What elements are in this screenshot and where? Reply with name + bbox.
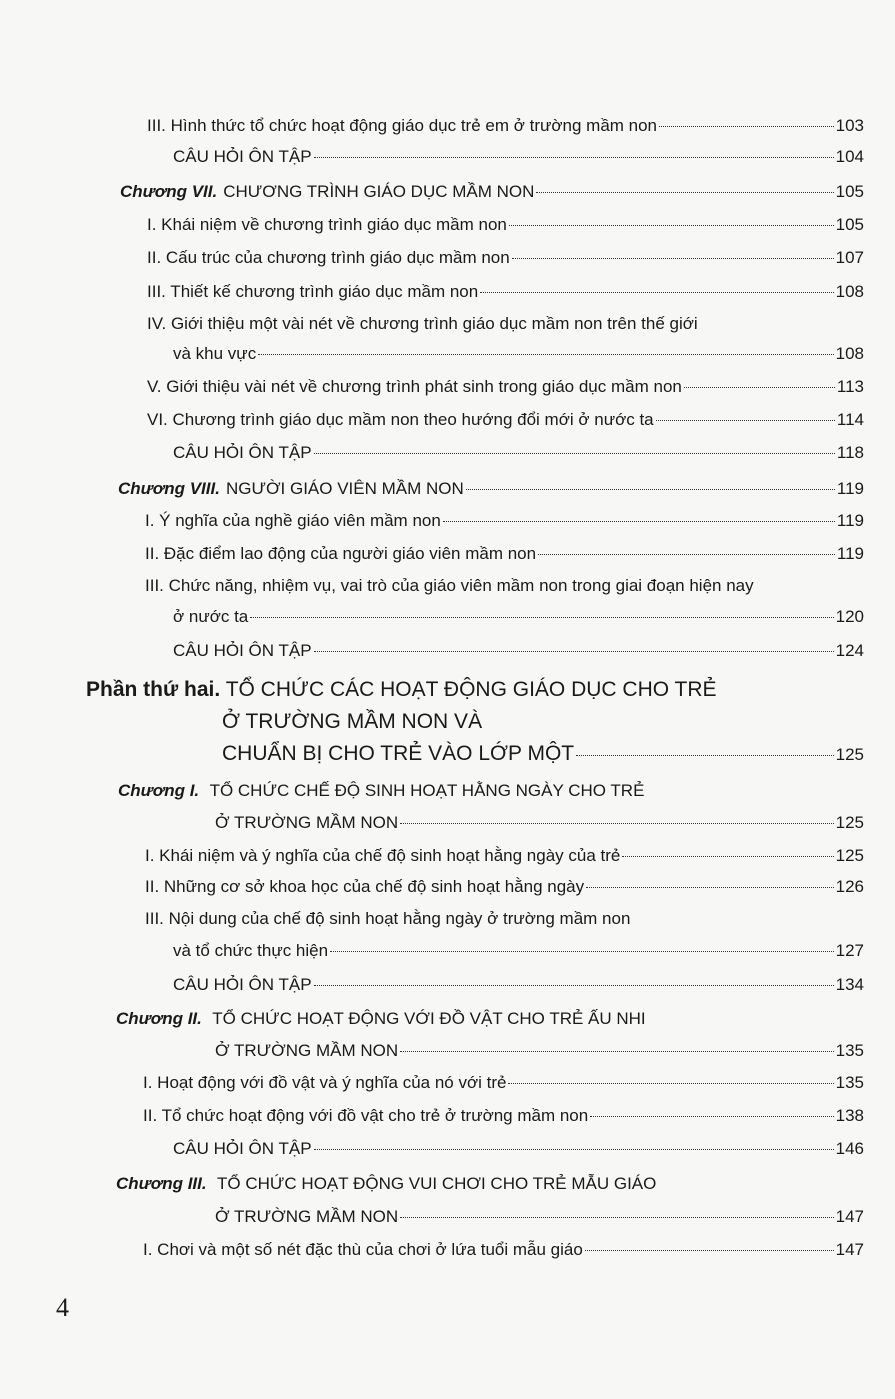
toc-entry <box>173 147 864 167</box>
leader-dots <box>314 1149 834 1150</box>
leader-dots <box>480 292 833 293</box>
toc-entry <box>147 410 864 430</box>
leader-dots <box>400 1051 833 1052</box>
toc-entry-text: CÂU HỎI ÔN TẬP <box>173 641 312 660</box>
toc-entry-text: và khu vực <box>173 344 257 363</box>
toc-entry-page: 108 <box>835 282 864 301</box>
toc-entry <box>147 215 864 235</box>
leader-dots <box>314 453 835 454</box>
chapter-label: Chương I. <box>118 781 200 800</box>
toc-entry-page: 126 <box>835 877 864 896</box>
leader-dots <box>684 387 835 388</box>
toc-entry <box>143 1240 864 1260</box>
toc-entry <box>173 1139 864 1159</box>
toc-entry-text: và tổ chức thực hiện <box>173 941 329 960</box>
toc-entry-text: CÂU HỎI ÔN TẬP <box>173 1139 312 1158</box>
toc-entry-text: TỔ CHỨC HOẠT ĐỘNG VỚI ĐỒ VẬT CHO TRẺ ẤU NHI <box>212 1009 646 1028</box>
toc-entry <box>145 511 864 531</box>
toc-entry-page: 104 <box>835 147 864 166</box>
toc-entry-text: CÂU HỎI ÔN TẬP <box>173 443 312 462</box>
leader-dots <box>508 1083 833 1084</box>
part-heading-line: Ở TRƯỜNG MẦM NON VÀ <box>222 710 483 733</box>
chapter-label: Chương VII. <box>120 182 218 201</box>
toc-entry <box>143 1106 864 1126</box>
toc-entry-text: I. Khái niệm về chương trình giáo dục mầm non <box>147 215 507 234</box>
toc-entry <box>215 1207 864 1227</box>
toc-entry-text: II. Tổ chức hoạt động với đồ vật cho trẻ ở trường mầm non <box>143 1106 589 1125</box>
toc-entry-text: III. Nội dung của chế độ sinh hoạt hằng ngày ở trường mầm non <box>145 909 631 928</box>
leader-dots <box>656 420 835 421</box>
toc-entry <box>173 941 864 961</box>
toc-entry <box>173 344 864 364</box>
toc-entry <box>215 813 864 833</box>
leader-dots <box>466 489 835 490</box>
toc-entry-page: 120 <box>835 607 864 626</box>
toc-entry <box>147 282 864 302</box>
toc-entry-page: 119 <box>836 511 864 530</box>
part-title: TỔ CHỨC CÁC HOẠT ĐỘNG GIÁO DỤC CHO TRẺ <box>225 678 717 701</box>
leader-dots <box>659 126 834 127</box>
leader-dots <box>509 225 834 226</box>
chapter-label: Chương III. <box>116 1174 207 1193</box>
toc-entry <box>215 1041 864 1061</box>
toc-entry <box>145 877 864 897</box>
toc-entry-text: II. Cấu trúc của chương trình giáo dục mầm non <box>147 248 510 267</box>
toc-entry <box>147 377 864 397</box>
toc-chapter <box>118 781 644 801</box>
page-number: 4 <box>56 1293 69 1322</box>
toc-entry-page: 135 <box>835 1073 864 1092</box>
toc-chapter <box>116 1009 646 1029</box>
toc-entry-text: ở nước ta <box>173 607 249 626</box>
toc-entry-text: Ở TRƯỜNG MẦM NON <box>215 1207 399 1226</box>
toc-entry-text: V. Giới thiệu vài nét về chương trình phát sinh trong giáo dục mầm non <box>147 377 682 396</box>
toc-entry-text: II. Những cơ sở khoa học của chế độ sinh hoạt hằng ngày <box>145 877 585 896</box>
toc-entry-page: 105 <box>835 215 864 234</box>
leader-dots <box>590 1116 833 1117</box>
toc-entry-page: 119 <box>836 479 864 498</box>
toc-entry-page: 147 <box>835 1240 864 1259</box>
toc-entry-page: 138 <box>835 1106 864 1125</box>
toc-entry-text: Ở TRƯỜNG MẦM NON <box>215 813 399 832</box>
toc-entry-page: 105 <box>835 182 864 201</box>
toc-entry-text: TỔ CHỨC HOẠT ĐỘNG VUI CHƠI CHO TRẺ MẪU GIÁO <box>217 1174 657 1193</box>
leader-dots <box>314 985 834 986</box>
toc-entry-page: 108 <box>835 344 864 363</box>
toc-entry <box>145 544 864 564</box>
toc-entry-page: 125 <box>835 813 864 832</box>
toc-entry-page: 124 <box>835 641 864 660</box>
leader-dots <box>314 651 834 652</box>
part-label: Phần thứ hai. <box>86 678 221 701</box>
part-heading <box>86 678 717 702</box>
toc-entry-text: IV. Giới thiệu một vài nét về chương trình giáo dục mầm non trên thế giới <box>147 314 698 333</box>
toc-entry-text: I. Chơi và một số nét đặc thù của chơi ở lứa tuổi mẫu giáo <box>143 1240 583 1259</box>
toc-entry-page: 107 <box>835 248 864 267</box>
toc-entry <box>147 116 864 136</box>
leader-dots <box>576 755 834 756</box>
toc-entry-text: CÂU HỎI ÔN TẬP <box>173 147 312 166</box>
toc-entry-text: CHƯƠNG TRÌNH GIÁO DỤC MẦM NON <box>223 182 535 201</box>
toc-entry <box>145 846 864 866</box>
leader-dots <box>538 554 835 555</box>
toc-entry <box>173 607 864 627</box>
toc-entry-page: 103 <box>835 116 864 135</box>
toc-entry <box>173 641 864 661</box>
toc-entry-text: III. Chức năng, nhiệm vụ, vai trò của giáo viên mầm non trong giai đoạn hiện nay <box>145 576 754 595</box>
toc-entry-text: NGƯỜI GIÁO VIÊN MẦM NON <box>225 479 464 498</box>
leader-dots <box>443 521 835 522</box>
toc-entry <box>173 443 864 463</box>
leader-dots <box>536 192 833 193</box>
leader-dots <box>586 887 834 888</box>
toc-entry-page: 114 <box>836 410 864 429</box>
toc-entry <box>147 248 864 268</box>
toc-entry-page: 147 <box>835 1207 864 1226</box>
leader-dots <box>400 823 833 824</box>
leader-dots <box>314 157 834 158</box>
toc-entry-text: CÂU HỎI ÔN TẬP <box>173 975 312 994</box>
toc-chapter <box>116 1174 656 1194</box>
toc-entry-text: I. Hoạt động với đồ vật và ý nghĩa của nó với trẻ <box>143 1073 507 1092</box>
toc-entry-page: 113 <box>836 377 864 396</box>
toc-entry <box>173 975 864 995</box>
toc-chapter <box>120 182 864 202</box>
chapter-label: Chương VIII. <box>118 479 220 498</box>
toc-entry-text: VI. Chương trình giáo dục mầm non theo hướng đổi mới ở nước ta <box>147 410 654 429</box>
toc-chapter <box>118 479 864 499</box>
toc-entry <box>143 1073 864 1093</box>
leader-dots <box>512 258 834 259</box>
leader-dots <box>585 1250 834 1251</box>
leader-dots <box>250 617 833 618</box>
leader-dots <box>258 354 833 355</box>
leader-dots <box>400 1217 833 1218</box>
toc-entry-text: CHUẨN BỊ CHO TRẺ VÀO LỚP MỘT <box>222 742 575 765</box>
toc-entry-text: I. Khái niệm và ý nghĩa của chế độ sinh hoạt hằng ngày của trẻ <box>145 846 621 865</box>
toc-entry-page: 125 <box>835 745 864 764</box>
leader-dots <box>330 951 834 952</box>
toc-entry-page: 134 <box>835 975 864 994</box>
toc-entry-page: 146 <box>835 1139 864 1158</box>
toc-entry-text: I. Ý nghĩa của nghề giáo viên mầm non <box>145 511 441 530</box>
toc-entry-text: Ở TRƯỜNG MẦM NON <box>215 1041 399 1060</box>
toc-entry-text: TỔ CHỨC CHẾ ĐỘ SINH HOẠT HẰNG NGÀY CHO TRẺ <box>209 781 645 800</box>
toc-entry-page: 135 <box>835 1041 864 1060</box>
toc-entry-page: 127 <box>835 941 864 960</box>
toc-entry-page: 118 <box>836 443 864 462</box>
toc-entry <box>222 742 864 767</box>
toc-entry-page: 119 <box>836 544 864 563</box>
toc-entry-text: III. Hình thức tổ chức hoạt động giáo dục trẻ em ở trường mầm non <box>147 116 658 135</box>
chapter-label: Chương II. <box>116 1009 202 1028</box>
toc-entry-text: III. Thiết kế chương trình giáo dục mầm non <box>147 282 479 301</box>
leader-dots <box>622 856 833 857</box>
toc-entry-page: 125 <box>835 846 864 865</box>
toc-entry-text: II. Đặc điểm lao động của người giáo viên mầm non <box>145 544 537 563</box>
